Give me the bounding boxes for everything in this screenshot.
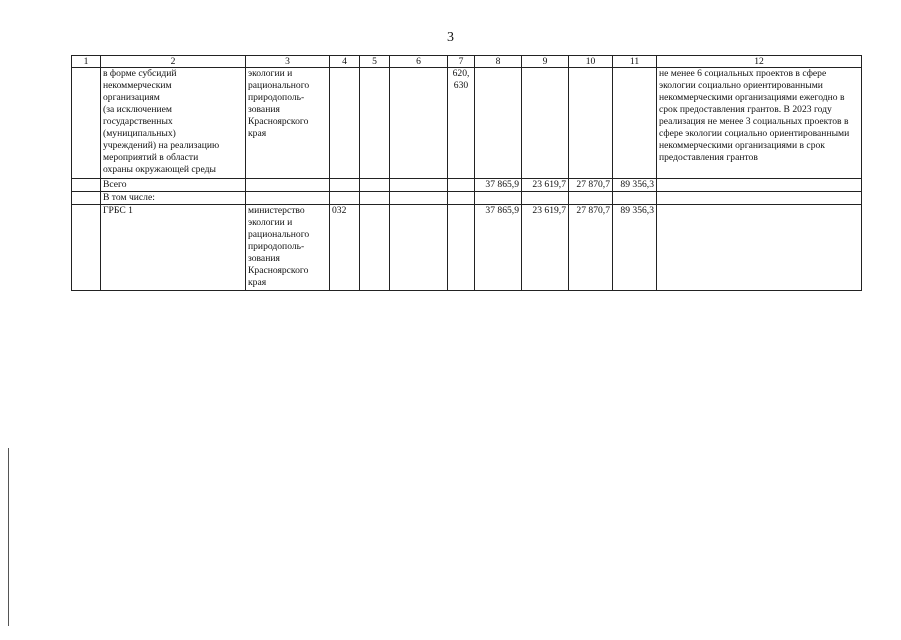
grbs-value-10: 27 870,7 — [569, 205, 613, 291]
total-cell-6 — [390, 179, 448, 192]
total-cell-7 — [448, 179, 475, 192]
row1-cell-8 — [475, 68, 522, 179]
grbs-label: ГРБС 1 — [101, 205, 246, 291]
grbs-code: 032 — [330, 205, 360, 291]
including-cell-3 — [246, 192, 330, 205]
grbs-value-9: 23 619,7 — [522, 205, 569, 291]
row1-cell-9 — [522, 68, 569, 179]
total-cell-12 — [657, 179, 862, 192]
header-cell-2: 2 — [101, 56, 246, 68]
header-cell-9: 9 — [522, 56, 569, 68]
total-value-8: 37 865,9 — [475, 179, 522, 192]
table-row-grbs — [72, 205, 862, 291]
grbs-cell-7 — [448, 205, 475, 291]
grbs-cell-5 — [360, 205, 390, 291]
header-cell-6: 6 — [390, 56, 448, 68]
including-cell-4 — [330, 192, 360, 205]
row1-cell-10 — [569, 68, 613, 179]
header-cell-5: 5 — [360, 56, 390, 68]
including-cell-7 — [448, 192, 475, 205]
row1-cell-1 — [72, 68, 101, 179]
header-cell-3: 3 — [246, 56, 330, 68]
grbs-ministry: министерство экологии и рационального природополь- зования Красноярского края — [246, 205, 330, 291]
grbs-value-8: 37 865,9 — [475, 205, 522, 291]
program-table — [71, 55, 862, 291]
grbs-cell-1 — [72, 205, 101, 291]
header-cell-8: 8 — [475, 56, 522, 68]
row1-cell-6 — [390, 68, 448, 179]
header-cell-11: 11 — [613, 56, 657, 68]
scan-edge-line — [8, 448, 9, 626]
total-cell-3 — [246, 179, 330, 192]
including-cell-5 — [360, 192, 390, 205]
total-value-9: 23 619,7 — [522, 179, 569, 192]
table-row-including — [72, 192, 862, 205]
table-row-total — [72, 179, 862, 192]
row1-cell-5 — [360, 68, 390, 179]
including-cell-1 — [72, 192, 101, 205]
row1-cell-4 — [330, 68, 360, 179]
header-cell-7: 7 — [448, 56, 475, 68]
header-cell-1: 1 — [72, 56, 101, 68]
total-value-11: 89 356,3 — [613, 179, 657, 192]
row1-cell-7: 620, 630 — [448, 68, 475, 179]
including-cell-6 — [390, 192, 448, 205]
page-number: 3 — [447, 30, 454, 45]
row1-cell-2: в форме субсидий некоммерческим организациям (за исключением государственных (муниципальных) учреждений) на реализацию мероприятий в области охраны окружающей среды — [101, 68, 246, 179]
including-label: В том числе: — [101, 192, 246, 205]
row1-cell-12: не менее 6 социальных проектов в сфере экологии социально ориентированными некоммерческими организациями ежегодно в срок предоставления грантов. В 2023 году реализация не менее 3 социальных проектов в сфере экологии социально ориентированными некоммерческими организациями в срок предоставления грантов — [657, 68, 862, 179]
total-cell-1 — [72, 179, 101, 192]
grbs-cell-6 — [390, 205, 448, 291]
total-cell-5 — [360, 179, 390, 192]
header-row — [72, 56, 862, 68]
total-value-10: 27 870,7 — [569, 179, 613, 192]
header-cell-12: 12 — [657, 56, 862, 68]
including-cell-11 — [613, 192, 657, 205]
total-cell-4 — [330, 179, 360, 192]
row1-cell-11 — [613, 68, 657, 179]
including-cell-9 — [522, 192, 569, 205]
row1-cell-3: экологии и рационального природополь- зования Красноярского края — [246, 68, 330, 179]
header-cell-4: 4 — [330, 56, 360, 68]
table-row — [72, 68, 862, 179]
grbs-value-11: 89 356,3 — [613, 205, 657, 291]
total-label: Всего — [101, 179, 246, 192]
header-cell-10: 10 — [569, 56, 613, 68]
including-cell-10 — [569, 192, 613, 205]
including-cell-8 — [475, 192, 522, 205]
including-cell-12 — [657, 192, 862, 205]
grbs-cell-12 — [657, 205, 862, 291]
